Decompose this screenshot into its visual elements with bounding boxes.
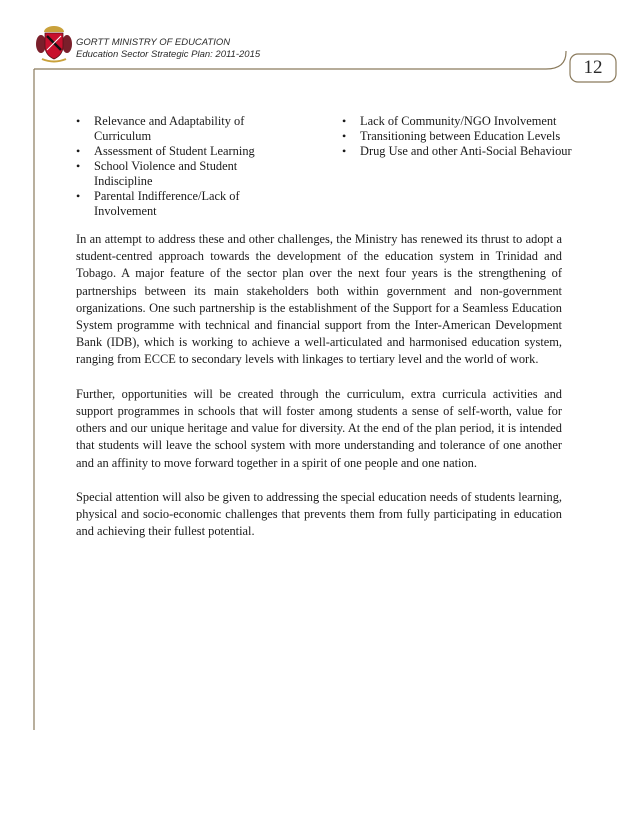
list-item: • Parental Indifference/Lack of Involvement <box>76 189 266 219</box>
header-plan-title: Education Sector Strategic Plan: 2011-2015 <box>76 49 261 60</box>
list-item: • Transitioning between Education Levels <box>342 129 572 144</box>
paragraph: Further, opportunities will be created through the curriculum, extra curricula activities and support programmes in schools that will foster among students a sense of self-worth, value for others and our unique heritage and value for diversity. At the end of the plan period, it is intended that students will leave the school system with more understanding and tolerance of one another and an affinity to move forward together in a spirit of one people and one nation. <box>76 386 562 470</box>
coat-of-arms-logo <box>34 24 74 64</box>
list-item: • Relevance and Adaptability of Curriculum <box>76 114 266 144</box>
challenges-list-left <box>76 114 266 219</box>
list-item: • School Violence and Student Indiscipline <box>76 159 266 189</box>
list-item: • Drug Use and other Anti-Social Behaviour <box>342 144 572 159</box>
page-number: 12 <box>583 57 603 78</box>
list-item: • Assessment of Student Learning <box>76 144 266 159</box>
header-ministry-name: GORTT MINISTRY OF EDUCATION <box>76 37 231 48</box>
paragraph: In an attempt to address these and other challenges, the Ministry has renewed its thrust to adopt a student-centred approach towards the development of the education system in Trinidad and Tobago. A major feature of the sector plan over the next four years is the strengthening of partnerships between its main stakeholders both within government and non-government organizations. One such partnership is the establishment of the Support for a Seamless Education System programme with technical and financial support from the Inter-American Development Bank (IDB), which is working to achieve a well-articulated and harmonised education system, ranging from ECCE to secondary levels with linkages to tertiary level and the world of work. <box>76 232 562 367</box>
body-text <box>76 231 562 558</box>
paragraph: Special attention will also be given to addressing the special education needs of students learning, physical and socio-economic challenges that prevents them from fully participating in education and achieving their fullest potential. <box>76 490 562 539</box>
challenges-list-right <box>342 114 572 159</box>
list-item: • Lack of Community/NGO Involvement <box>342 114 572 129</box>
